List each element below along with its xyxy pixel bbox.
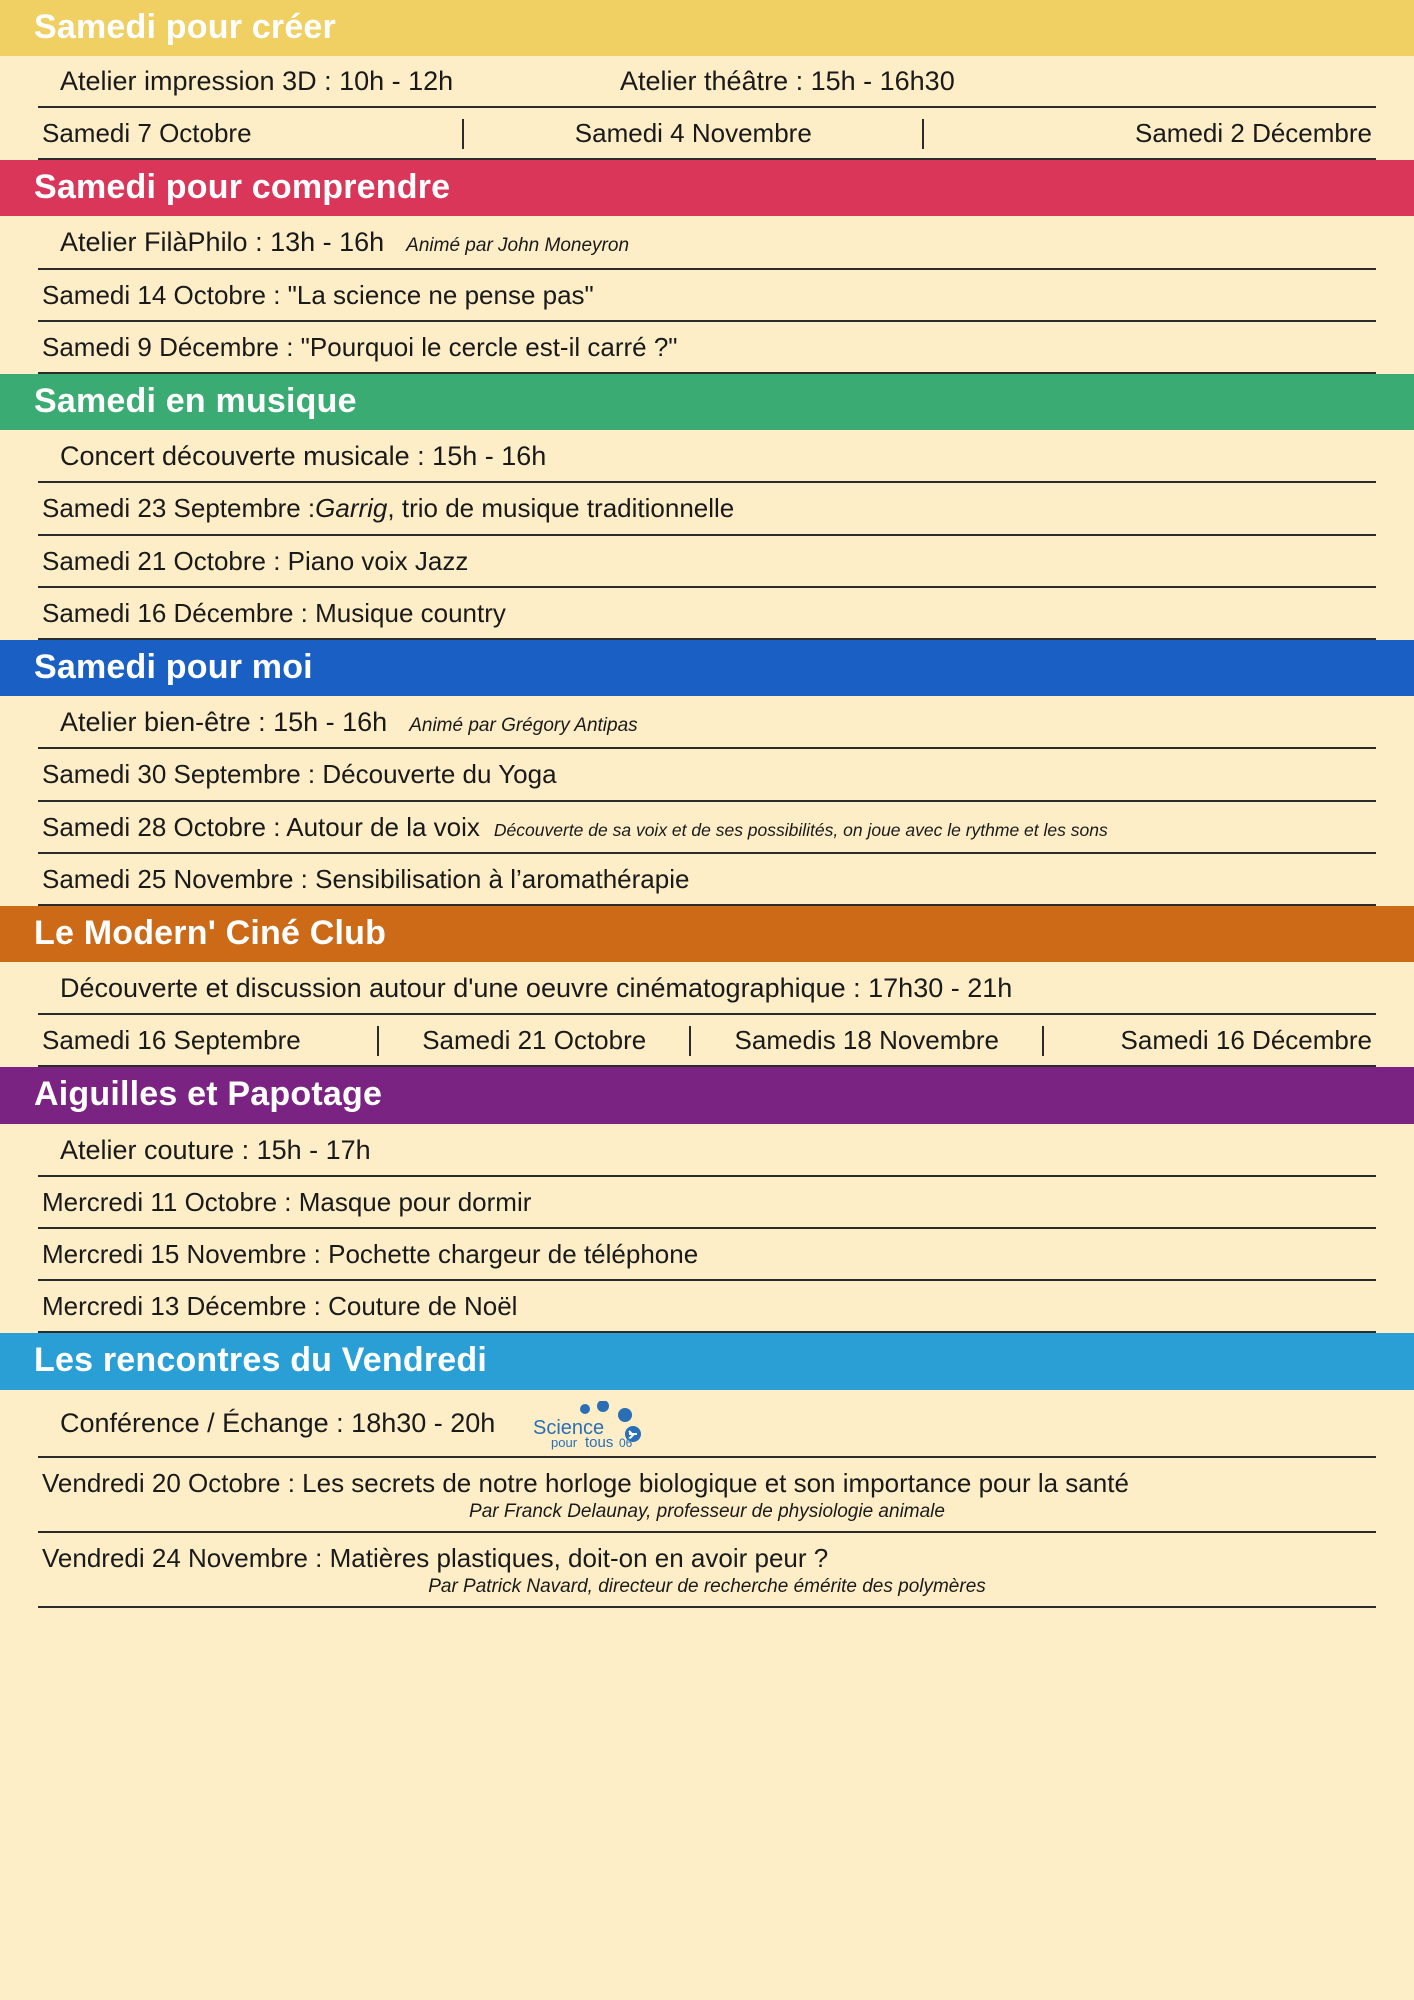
entry-speaker: Par Franck Delaunay, professeur de physiologie animale [38,1501,1376,1533]
entry-row [38,536,1376,588]
svg-text:06: 06 [619,1435,633,1450]
workshop-label-concert: Concert découverte musicale : 15h - 16h [60,441,547,471]
section-body-modern-cine-club [0,962,1414,1067]
section-header-rencontres-du-vendredi: Les rencontres du Vendredi [0,1333,1414,1389]
entry-label: Samedi 30 Septembre : Découverte du Yoga [42,759,557,790]
dates-row [38,108,1376,160]
section-body-aiguilles-et-papotage [0,1124,1414,1334]
divider [1042,1026,1044,1056]
divider [462,119,464,149]
svg-text:Science: Science [533,1416,605,1439]
entry-row [38,749,1376,801]
entry-suffix: , trio de musique traditionnelle [387,493,735,524]
workshop-label-3d: Atelier impression 3D : 10h - 12h [60,66,454,97]
entry-row [38,1229,1376,1281]
entry-label: Samedi 14 Octobre : "La science ne pense pas" [42,279,594,310]
date-item: Samedi 16 Septembre [42,1025,301,1056]
section-body-samedi-pour-moi [0,696,1414,906]
section-header-modern-cine-club: Le Modern' Ciné Club [0,906,1414,962]
section-samedi-pour-moi [0,640,1414,906]
entry-italic: Garrig [315,493,388,524]
workshop-row [38,430,1376,483]
entry-label: Vendredi 20 Octobre : Les secrets de notre horloge biologique et son importance pour la santé [42,1467,1129,1498]
section-samedi-en-musique [0,374,1414,640]
section-body-samedi-pour-comprendre [0,216,1414,374]
entry-label: Mercredi 13 Décembre : Couture de Noël [42,1291,518,1322]
entry-row [38,854,1376,906]
workshop-label-filaphilo: Atelier FilàPhilo : 13h - 16h [60,227,385,258]
section-rencontres-du-vendredi [0,1333,1414,1607]
date-item: Samedi 21 Octobre [422,1025,647,1056]
workshop-label-bienetre: Atelier bien-être : 15h - 16h [60,707,388,738]
entry-row [38,588,1376,640]
entry-label: Vendredi 24 Novembre : Matières plastiques, doit-on en avoir peur ? [42,1542,829,1573]
svg-text:tous: tous [585,1433,614,1451]
workshop-row [38,56,1376,108]
entry-row [38,270,1376,322]
entry-speaker: Par Patrick Navard, directeur de recherche émérite des polymères [38,1576,1376,1608]
section-body-rencontres-du-vendredi [0,1390,1414,1608]
workshop-animator: Animé par John Moneyron [406,235,630,257]
entry-note: Découverte de sa voix et de ses possibilités, on joue avec le rythme et les sons [493,819,1108,840]
date-item: Samedi 2 Décembre [1135,118,1372,149]
workshop-label-conference: Conférence / Échange : 18h30 - 20h [60,1408,496,1439]
date-item: Samedi 7 Octobre [42,118,252,149]
workshop-row [38,1390,1376,1458]
workshop-row [38,216,1376,269]
svg-text:pour: pour [551,1434,578,1450]
entry-row [38,802,1376,854]
workshop-label-couture: Atelier couture : 15h - 17h [60,1134,371,1165]
entry-row [38,1533,1376,1576]
date-item: Samedi 16 Décembre [1120,1025,1372,1056]
entry-label: Samedi 25 Novembre : Sensibilisation à l’aromathérapie [42,863,690,894]
entry-prefix: Samedi 23 Septembre : [42,493,316,524]
workshop-row [38,696,1376,749]
entry-prefix: Samedi 16 Décembre : Musique country [42,597,506,628]
entry-row [38,322,1376,374]
section-header-samedi-en-musique: Samedi en musique [0,374,1414,430]
dates-row [38,1015,1376,1067]
section-samedi-pour-comprendre [0,160,1414,374]
workshop-row [38,1124,1376,1177]
entry-prefix: Samedi 21 Octobre : Piano voix Jazz [42,545,469,576]
workshop-animator: Animé par Grégory Antipas [409,715,638,737]
date-item: Samedis 18 Novembre [734,1025,1000,1056]
entry-label: Mercredi 15 Novembre : Pochette chargeur de téléphone [42,1239,699,1270]
section-aiguilles-et-papotage [0,1067,1414,1333]
section-body-samedi-en-musique [0,430,1414,640]
entry-label: Mercredi 11 Octobre : Masque pour dormir [42,1186,532,1217]
science-pour-tous-logo-icon [533,1401,653,1453]
section-header-aiguilles-et-papotage: Aiguilles et Papotage [0,1067,1414,1123]
divider [689,1026,691,1056]
section-body-samedi-pour-creer [0,56,1414,160]
entry-row [38,483,1376,535]
workshop-label-cine: Découverte et discussion autour d'une oeuvre cinématographique : 17h30 - 21h [60,973,1013,1004]
entry-row [38,1177,1376,1229]
section-header-samedi-pour-comprendre: Samedi pour comprendre [0,160,1414,216]
section-header-samedi-pour-creer: Samedi pour créer [0,0,1414,56]
entry-label: Samedi 9 Décembre : "Pourquoi le cercle est-il carré ?" [42,331,678,362]
workshop-label-theatre: Atelier théâtre : 15h - 16h30 [620,66,955,97]
workshop-row [38,962,1376,1015]
entry-row [38,1458,1376,1501]
section-samedi-pour-creer [0,0,1414,160]
section-header-samedi-pour-moi: Samedi pour moi [0,640,1414,696]
entry-label: Samedi 28 Octobre : Autour de la voix [42,811,480,842]
divider [922,119,924,149]
date-item: Samedi 4 Novembre [574,118,812,149]
divider [377,1026,379,1056]
section-modern-cine-club [0,906,1414,1067]
entry-row [38,1281,1376,1333]
